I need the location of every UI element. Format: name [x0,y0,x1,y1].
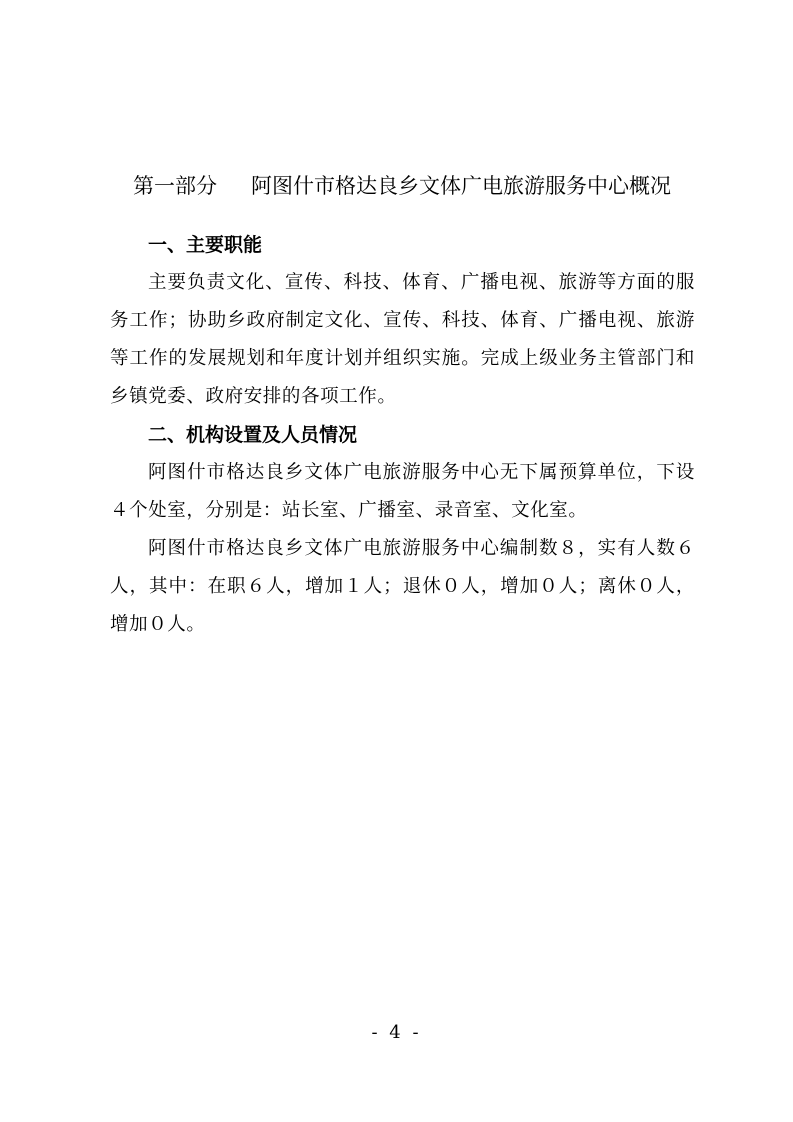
paragraph-organization-units: 阿图什市格达良乡文体广电旅游服务中心无下属预算单位，下设４个处室，分别是：站长室、广播室、录音室、文化室。 [110,462,695,521]
page-title [133,166,733,206]
paragraph-staffing: 阿图什市格达良乡文体广电旅游服务中心编制数８，实有人数６人，其中：在职６人，增加１人；退休０人，增加０人；离休０人，增加０人。 [110,538,695,635]
paragraph-main-functions: 主要负责文化、宣传、科技、体育、广播电视、旅游等方面的服务工作；协助乡政府制定文化、宣传、科技、体育、广播电视、旅游等工作的发展规划和年度计划并组织实施。完成上级业务主管部门和乡镇党委、政府安排的各项工作。 [110,272,695,407]
section-heading-organization: 二、机构设置及人员情况 [148,424,358,446]
page-number: - 4 - [371,1022,422,1043]
section-heading-main-functions: 一、主要职能 [148,234,263,256]
title-name: 阿图什市格达良乡文体广电旅游服务中心概况 [251,174,671,198]
document-body [110,226,695,644]
title-part-label: 第一部分 [133,174,217,198]
